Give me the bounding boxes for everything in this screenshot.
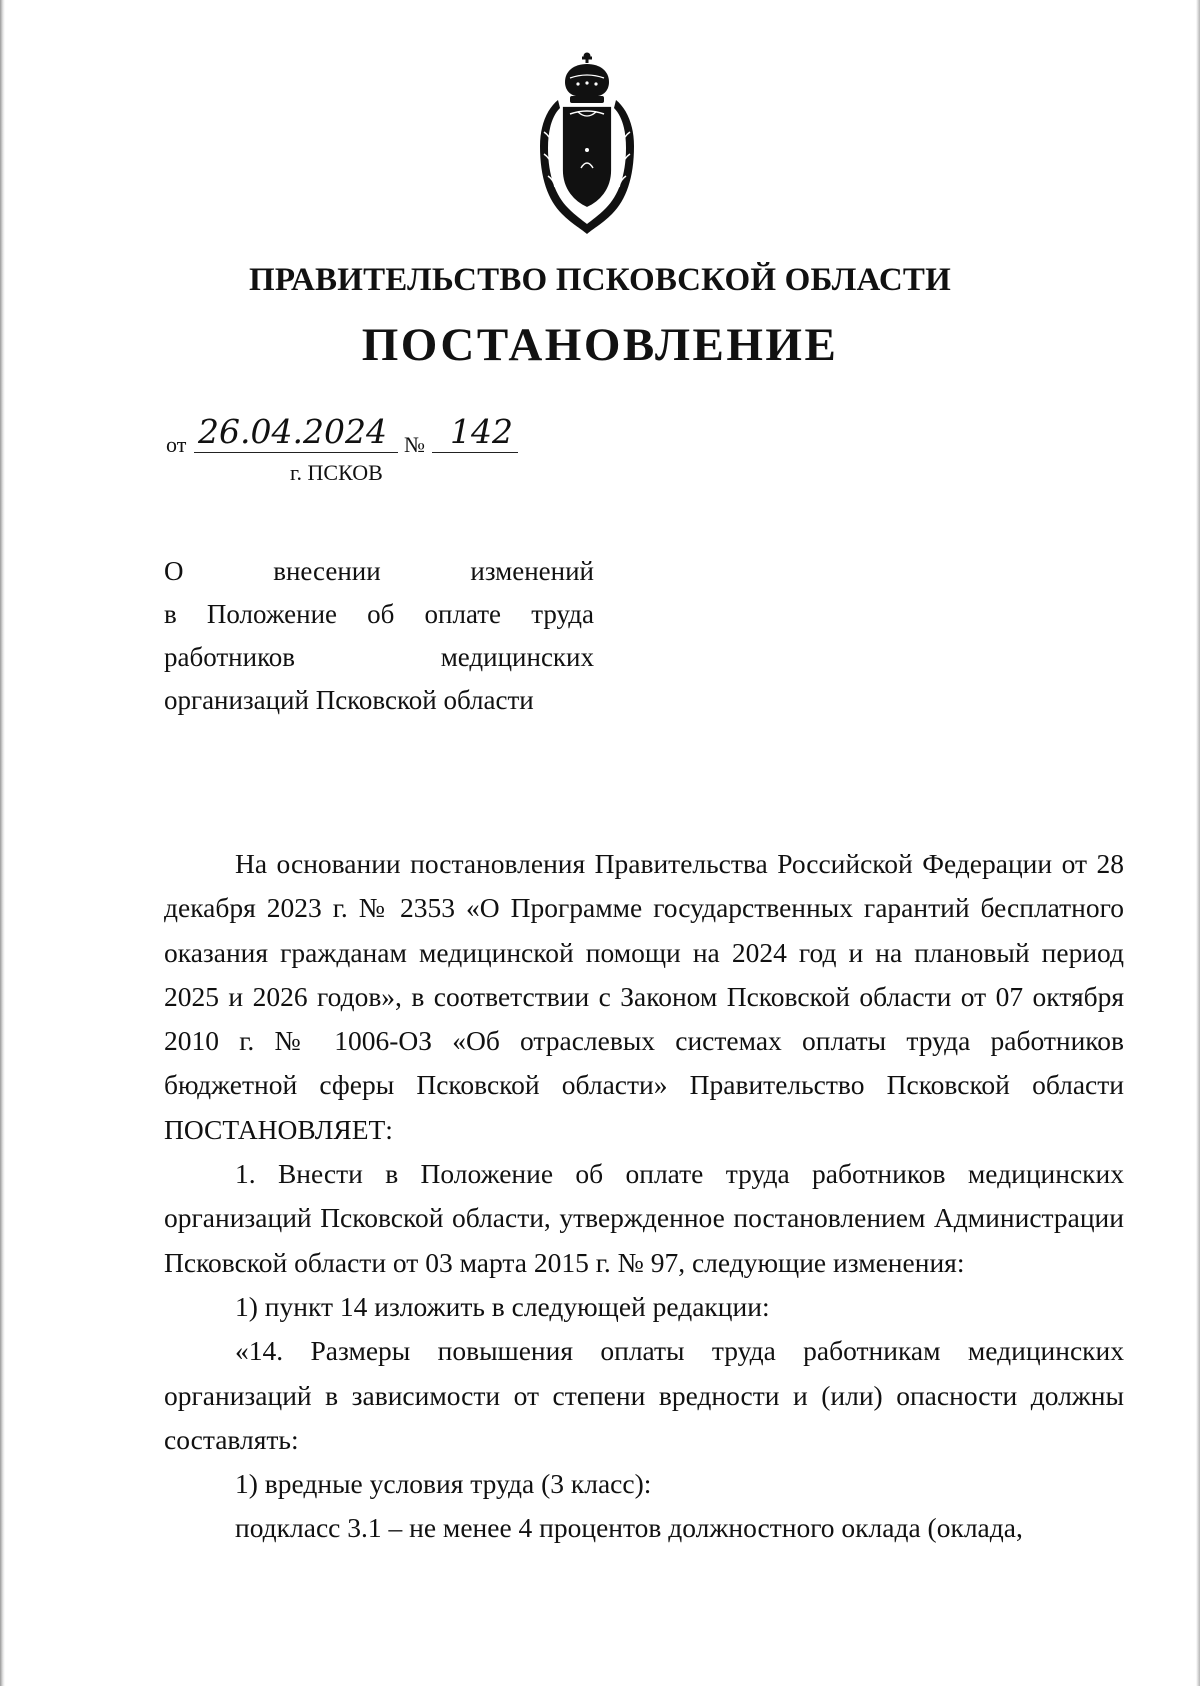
document-body [164, 842, 1124, 1551]
number-underline [432, 452, 518, 453]
date-underline [194, 452, 398, 453]
body-paragraph: подкласс 3.1 – не менее 4 процентов должностного оклада (оклада, [235, 1512, 1023, 1544]
coat-of-arms-icon [534, 50, 640, 236]
document-subject [164, 550, 594, 722]
body-paragraph: 1) вредные условия труда (3 класс): [235, 1468, 652, 1500]
subject-line: организаций Псковской области [164, 685, 534, 715]
scan-edge-right [1196, 0, 1200, 1686]
handwritten-number: 142 [450, 412, 513, 451]
date-prefix: от [166, 432, 187, 457]
handwritten-date: 26.04.2024 [198, 412, 387, 451]
body-paragraph: 1. Внести в Положение об оплате труда работников медицинских организаций Псковской области, утвержденное постановлением Администрации Псковской области от 03 марта 2015 г. № 97, следующие изменения: [164, 1158, 1124, 1278]
body-paragraph: 1) пункт 14 изложить в следующей редакции: [235, 1290, 770, 1322]
document-type-heading: ПОСТАНОВЛЕНИЕ [361, 319, 839, 371]
scan-edge-left [0, 0, 5, 1686]
subject-line: работников медицинских [164, 642, 594, 672]
organization-title: ПРАВИТЕЛЬСТВО ПСКОВСКОЙ ОБЛАСТИ [248, 262, 952, 298]
subject-line: в Положение об оплате труда [164, 599, 594, 629]
subject-line: О внесении изменений [164, 556, 594, 586]
number-prefix: № [404, 432, 425, 457]
body-paragraph: На основании постановления Правительства Российской Федерации от 28 декабря 2023 г. № 2353 «О Программе государственных гарантий бесплатного оказания гражданам медицинской помощи на 2024 год и на плановый период 2025 и 2026 годов», в соответствии с Законом Псковской области от 07 октября 2010 г. № 1006-ОЗ «Об отраслевых системах оплаты труда работников бюджетной сферы Псковской области» Правительство Псковской области ПОСТАНОВЛЯЕТ: [164, 848, 1124, 1145]
body-paragraph: «14. Размеры повышения оплаты труда работникам медицинских организаций в зависимости от степени вредности и (или) опасности должны составлять: [164, 1335, 1124, 1455]
city-label: г. ПСКОВ [290, 460, 383, 485]
